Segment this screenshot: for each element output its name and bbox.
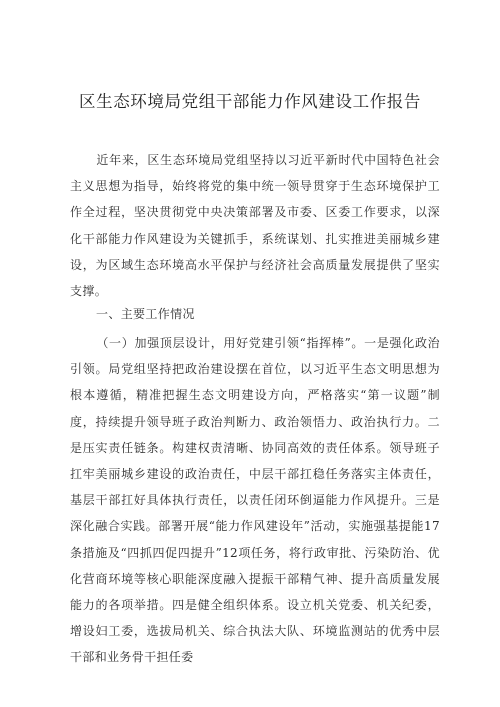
document-title: 区生态环境局党组干部能力作风建设工作报告 [79,92,421,111]
section-heading-text: 一、主要工作情况 [96,307,195,321]
intro-paragraph [70,147,440,304]
intro-text: 近年来，区生态环境局党组坚持以习近平新时代中国特色社会主义思想为指导，始终将党的集中统一领导贯穿于生态环境保护工作全过程，坚决贯彻党中央决策部署及市委、区委工作要求，以深化干部能力作风建设为关键抓手，系统谋划、扎实推进美丽城乡建设，为区域生态环境高水平保护与经济社会高质量发展提供了坚实支撑。 [70,153,440,299]
section-heading [70,301,440,327]
section-body-text: （一）加强顶层设计，用好党建引领“指挥棒”。一是强化政治引领。局党组坚持把政治建设摆在首位，以习近平生态文明思想为根本遵循，精准把握生态文明建设方向，严格落实“第一议题”制度，持续提升领导班子政治判断力、政治领悟力、政治执行力。二是压实责任链条。构建权责清晰、协同高效的责任体系。领导班子扛牢美丽城乡建设的政治责任，中层干部扛稳任务落实主体责任，基层干部扛好具体执行责任，以责任闭环倒逼能力作风提升。三是深化融合实践。部署开展“能力作风建设年”活动，实施强基提能17条措施及“四抓四促四提升”12项任务，将行政审批、污染防治、优化营商环境等核心职能深度融入提振干部精气神、提升高质量发展能力的各项举措。四是健全组织体系。设立机关党委、机关纪委，增设妇工委，选拔局机关、综合执法大队、环境监测站的优秀中层干部和业务骨干担任委 [70,336,440,665]
section-body-paragraph [70,330,440,671]
